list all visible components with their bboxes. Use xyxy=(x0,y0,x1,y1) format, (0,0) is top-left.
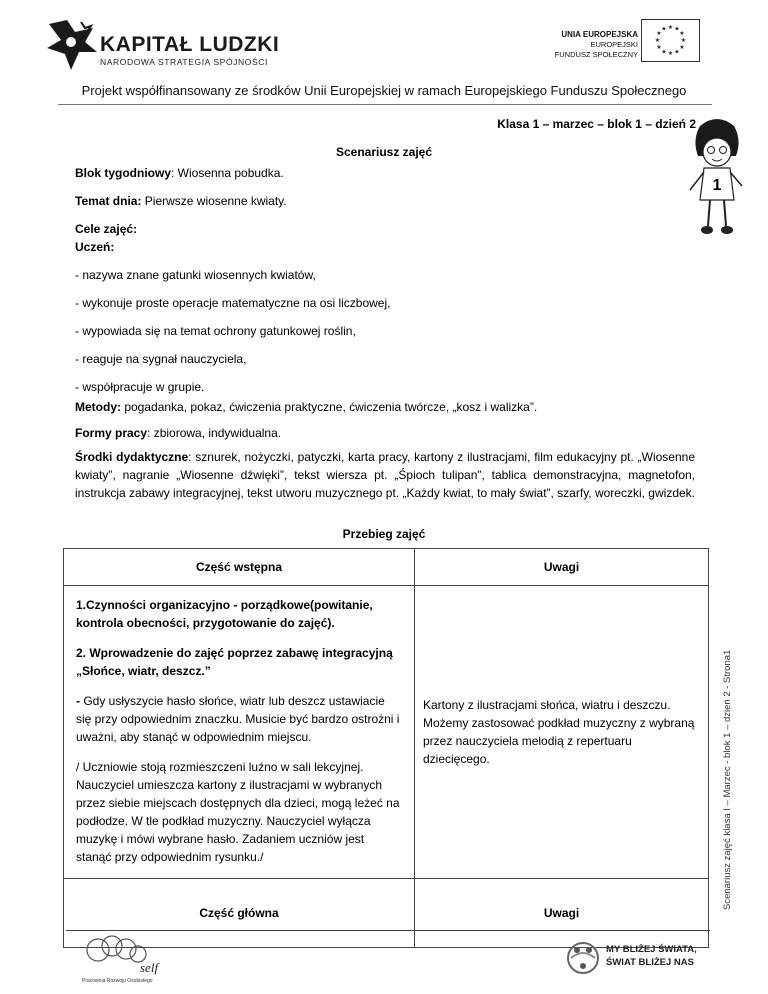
blok-value: : Wiosenna pobudka. xyxy=(171,166,284,180)
temat-label: Temat dnia: xyxy=(75,194,142,208)
svg-text:★: ★ xyxy=(661,25,667,33)
eu-flag-icon xyxy=(641,19,700,62)
svg-text:★: ★ xyxy=(654,37,661,44)
slogan-line-1: MY BLIŻEJ ŚWIATA, xyxy=(606,944,697,955)
metody-label: Metody: xyxy=(75,400,121,414)
girl-mascot-icon xyxy=(686,116,748,240)
scenario-title: Scenariusz zajęć xyxy=(335,145,433,159)
temat-value: Pierwsze wiosenne kwiaty. xyxy=(141,194,287,208)
svg-text:★: ★ xyxy=(667,24,674,31)
project-line: Projekt współfinansowany ze środków Unii Europejskiej w ramach Europejskiego Funduszu Społecznego xyxy=(81,83,687,98)
col-header-wstepna: Część wstępna xyxy=(64,549,415,586)
footer-divider xyxy=(66,930,710,931)
formy-line xyxy=(75,425,695,441)
svg-text:★: ★ xyxy=(656,30,662,37)
przebieg-title: Przebieg zajęć xyxy=(342,527,426,541)
goal-item: - wykonuje proste operacje matematyczne na osi liczbowej, xyxy=(75,296,391,310)
uczen-label: Uczeń: xyxy=(75,240,115,254)
srodki-paragraph xyxy=(75,448,695,502)
header-divider xyxy=(58,104,712,105)
lesson-table xyxy=(63,548,709,948)
svg-text:★: ★ xyxy=(674,48,680,56)
girl-badge: 1 xyxy=(712,177,722,194)
svg-text:★: ★ xyxy=(680,37,687,44)
formy-label: Formy pracy xyxy=(75,426,148,440)
temat-line xyxy=(75,193,695,209)
svg-text:★: ★ xyxy=(674,25,680,33)
eu-line-2: EUROPEJSKI xyxy=(590,40,638,49)
srodki-label: Środki dydaktyczne xyxy=(75,450,189,464)
eu-label xyxy=(548,30,638,60)
globe-people-icon xyxy=(565,938,601,978)
svg-text:★: ★ xyxy=(679,30,685,37)
metody-value: pogadanka, pokaz, ćwiczenia praktyczne, ćwiczenia twórcze, „kosz i walizka”. xyxy=(121,400,538,414)
formy-value: : zbiorowa, indywidualna. xyxy=(147,426,282,440)
step-2-text: Gdy usłyszycie hasło słońce, wiatr lub deszcz ustawiacie się przy odpowiednim znaczku. Musicie być bardzo ostrożni i uważni, aby stanąć w odpowiednim miejscu. xyxy=(76,694,400,744)
self-logo-caption: Pracownia Rozwoju Osobistego xyxy=(82,978,153,984)
logo-subtitle: NARODOWA STRATEGIA SPÓJNOŚCI xyxy=(100,57,268,67)
goal-item: - reaguje na sygnał nauczyciela, xyxy=(75,352,247,366)
eu-line-1: UNIA EUROPEJSKA xyxy=(561,30,638,39)
col-header-glowna: Część główna xyxy=(64,879,415,948)
blok-label: Blok tygodniowy xyxy=(75,166,171,180)
step-2-instruction xyxy=(76,692,402,746)
eu-line-3: FUNDUSZ SPOŁECZNY xyxy=(554,50,638,59)
uwagi-text: Kartony z ilustracjami słońca, wiatru i deszczu. Możemy zastosować podkład muzyczny z wybraną przez nauczyciela melodią z repertuaru dziecięcego. xyxy=(423,698,695,766)
self-logo-text: self xyxy=(140,960,159,975)
dash: - xyxy=(76,694,80,708)
goal-item: - współpracuje w grupie. xyxy=(75,380,205,394)
slogan-line-2: ŚWIAT BLIŻEJ NAS xyxy=(606,957,694,968)
blok-line xyxy=(75,165,695,181)
goal-item: - wypowiada się na temat ochrony gatunkowej roślin, xyxy=(75,324,356,338)
step-1: 1.Czynności organizacyjno - porządkowe(powitanie, kontrola obecności, przygotowanie do zajęć). xyxy=(76,598,373,630)
col-header-uwagi-2: Uwagi xyxy=(415,879,709,948)
class-info: Klasa 1 – marzec – blok 1 – dzień 2 xyxy=(497,117,696,131)
step-2: 2. Wprowadzenie do zajęć poprzez zabawę integracyjną „Słońce, wiatr, deszcz.” xyxy=(76,646,393,678)
svg-text:★: ★ xyxy=(667,50,674,57)
logo-title: KAPITAŁ LUDZKI xyxy=(100,33,280,56)
svg-text:★: ★ xyxy=(679,44,685,51)
cele-label: Cele zajęć: xyxy=(75,222,138,236)
srodki-value: : sznurek, nożyczki, patyczki, karta pracy, kartony z ilustracjami, film edukacyjny pt. „Wiosenne kwiaty”, nagranie „Wiosenne dźwięki”, tekst wiersza pt. „Śpioch tulipan”, tablica demonstracyjna, magnetofon, instrukcja zabawy integracyjnej, tekst utworu muzycznego pt. „Każdy kwiat, to mały świat”, szarfy, woreczki, gwizdek. xyxy=(75,450,695,500)
metody-line xyxy=(75,399,695,415)
footer-slogan xyxy=(606,943,697,969)
side-page-label: Scenariusz zajęć klasa I – Marzec - blok 1 – dzień 2 - Strona1 xyxy=(722,649,733,910)
svg-text:★: ★ xyxy=(656,44,662,51)
uwagi-cell xyxy=(415,586,709,879)
step-2-note: / Uczniowie stoją rozmieszczeni luźno w sali lekcyjnej. Nauczyciel umieszcza kartony z ilustracjami w wybranych przez siebie miejscach dostępnych dla dzieci, mogą leżeć na podłodze. W tle podkład muzyczny. Nauczyciel wyłącza muzykę i mówi wybrane hasło. Zadaniem uczniów jest stanąć przy odpowiednim rysunku./ xyxy=(76,760,400,864)
goal-item: - nazywa znane gatunki wiosennych kwiatów, xyxy=(75,268,316,282)
col-header-uwagi: Uwagi xyxy=(415,549,709,586)
intro-cell xyxy=(64,586,415,879)
svg-text:★: ★ xyxy=(661,48,667,56)
